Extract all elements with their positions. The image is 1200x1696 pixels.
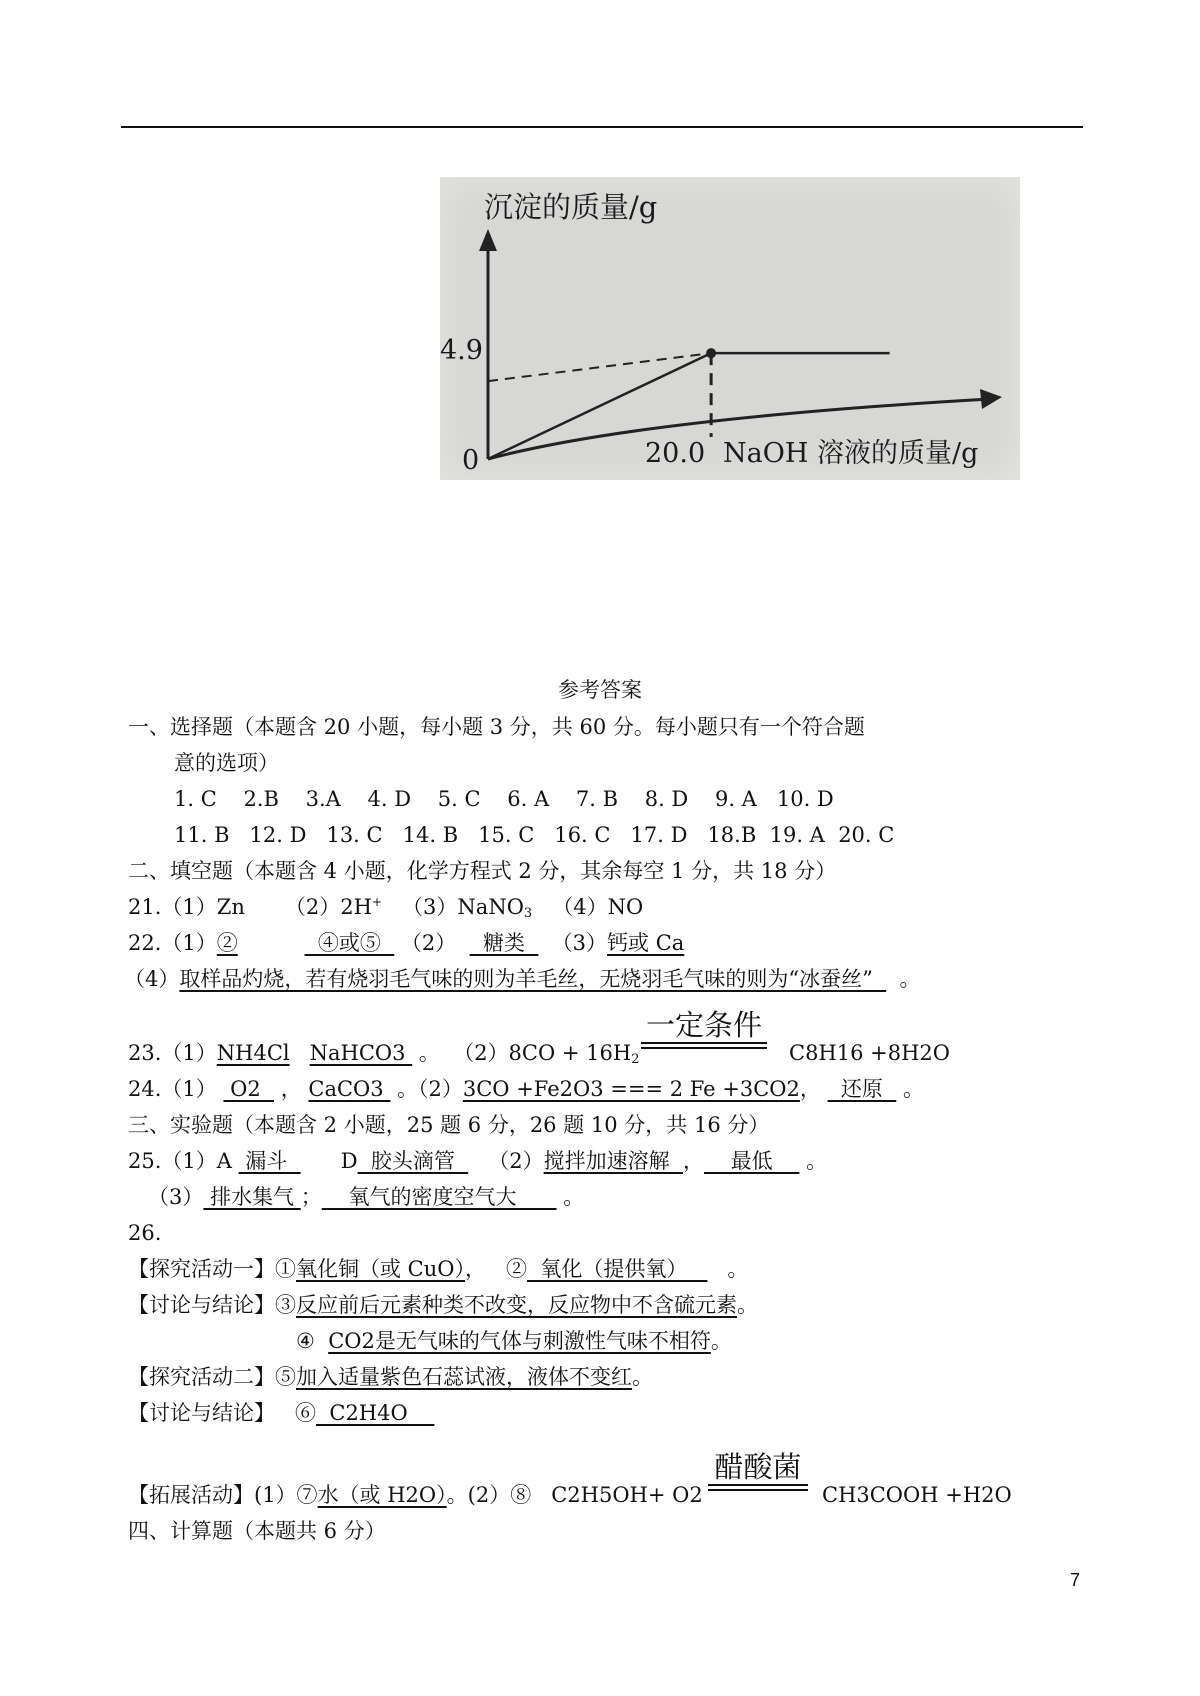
y-guide-dashed [488,353,711,381]
y-axis-label: 沉淀的质量/g [484,190,658,224]
answers-row-2: 11. B 12. D 13. C 14. B 15. C 16. C 17. D 18.B 19. A 20. C [174,823,895,847]
q22-4-line: （4）取样品灼烧，若有烧羽毛气味的则为羊毛丝，无烧羽毛气味的则为“冰蚕丝” 。 [124,967,921,991]
q23-line: 23.（1）NH4Cl NaHCO3 。 $(2)8CO + 16H_2$ [128,1041,640,1067]
q23-product: C8H16 +8H2O [789,1041,950,1065]
chart-svg [440,177,1020,480]
x-axis-label: NaOH 溶液的质量/g [723,438,979,469]
q24-line: 24.（1） O2 ， CaCO3 。（2）3CO +Fe2O3 === 2 Fe +3CO2， 还原 。 [128,1077,924,1101]
q25-line: 25.（1）A 漏斗 D 胶头滴管 （2）搅拌加速溶解 ， 最低 。 [128,1149,828,1173]
extension-product: CH3COOH +H2O [822,1483,1012,1507]
answers-row-1: 1. C 2.B 3.A 4. D 5. C 6. A 7. B 8. D 9. A 10. D [174,787,834,811]
section1-title: 一、选择题（本题含 20 小题，每小题 3 分，共 60 分。每小题只有一个符合题 [128,715,865,739]
x-tick-label: 20.0 [645,438,706,469]
discussion3-line: 【讨论与结论】 ⑥ C2H4O [128,1401,435,1425]
header-rule [121,126,1083,128]
activity2-line: 【探究活动二】⑤加入适量紫色石蕊试液，液体不变红。 [128,1365,653,1389]
discussion1-line: 【讨论与结论】③反应前后元素种类不改变，反应物中不含硫元素。 [128,1293,758,1317]
q25-3-line: （3） 排水集气 ； 氧气的密度空气大 。 [128,1185,585,1209]
section4-title: 四、计算题（本题共 6 分） [128,1519,386,1543]
q21-line: 21.（1）Zn （2）2H+ （3）NaNO$_3$ （4）NO [128,895,644,921]
q22-line: 22.（1）② ④或⑤ （2） 糖类 （3）钙或 Ca [128,931,685,955]
page-number: 7 [1070,1570,1081,1590]
section3-title: 三、实验题（本题含 2 小题，25 题 6 分，26 题 10 分，共 16 分） [128,1113,770,1137]
discussion2-line: ④ CO2是无气味的气体与刺激性气味不相符。 [296,1329,732,1353]
x-axis-arrow [980,389,1002,409]
condition-1: 一定条件 [641,1008,767,1049]
origin-label: 0 [462,445,480,476]
section2-title: 二、填空题（本题含 4 小题，化学方程式 2 分，其余每空 1 分，共 18 分） [128,859,837,883]
precipitate-chart [440,177,1020,480]
extension-line: 【拓展活动】(1）⑦水（或 H2O）。(2）⑧ C2H5OH+ O2 [128,1483,703,1507]
section1-title-cont: 意的选项） [174,751,279,775]
condition-2: 醋酸菌 [708,1450,808,1491]
activity1-line: 【探究活动一】①氧化铜（或 CuO）， ② 氧化（提供氧） 。 [128,1257,749,1281]
y-tick-label: 4.9 [440,335,483,366]
y-axis-arrow [479,229,497,251]
answer-heading: 参考答案 [558,678,642,702]
q26-label: 26. [128,1221,162,1245]
